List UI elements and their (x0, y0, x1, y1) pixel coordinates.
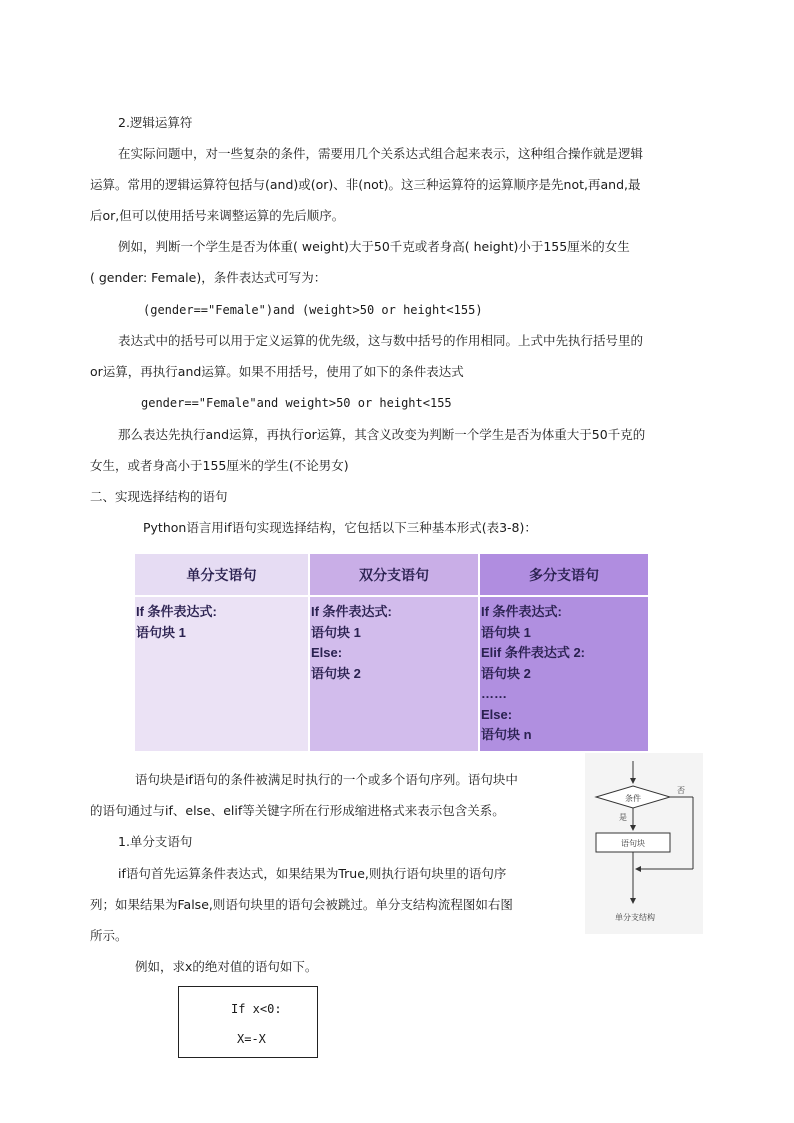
table-cell-line: Else: (481, 706, 513, 722)
table-cell-single (135, 597, 308, 751)
table-header-double: 双分支语句 (310, 554, 478, 595)
logic-operators-heading: 2.逻辑运算符 (118, 115, 193, 130)
if-forms-table (135, 554, 648, 751)
statement-block-label: 语句块 (621, 839, 645, 848)
code-line: (gender=="Female")and (weight>50 or height<155) (143, 303, 483, 317)
table-cell-line: …… (481, 686, 507, 701)
paragraph-line: 的语句通过与if、else、elif等关键字所在行形成缩进格式来表示包含关系。 (90, 803, 505, 818)
flowchart-graphic (585, 753, 703, 934)
single-branch-heading: 1.单分支语句 (118, 834, 193, 849)
paragraph-line: 例如，判断一个学生是否为体重( weight)大于50千克或者身高( height)小于155厘米的女生 (118, 239, 630, 254)
table-header-multi: 多分支语句 (480, 554, 648, 595)
table-header-single: 单分支语句 (135, 554, 308, 595)
table-cell-line: 语句块 1 (136, 624, 186, 640)
paragraph-line: 女生，或者身高小于155厘米的学生(不论男女) (90, 458, 349, 473)
table-cell-line: 语句块 2 (481, 665, 531, 681)
table-cell-line: Elif 条件表达式 2: (481, 645, 586, 660)
table-cell-double (310, 597, 478, 751)
paragraph-line: 后or,但可以使用括号来调整运算的先后顺序。 (90, 208, 345, 223)
table-cell-multi (480, 597, 648, 751)
condition-label: 条件 (625, 794, 641, 803)
code-line: If x<0: (231, 1002, 282, 1016)
paragraph-line: Python语言用if语句实现选择结构，它包括以下三种基本形式(表3-8)： (143, 520, 537, 535)
paragraph-line: or运算，再执行and运算。如果不用括号，使用了如下的条件表达式 (90, 364, 464, 379)
table-cell-line: Else: (311, 645, 343, 660)
table-cell-line: If 条件表达式: (311, 604, 392, 619)
code-line: gender=="Female"and weight>50 or height<155 (141, 396, 452, 410)
table-cell-line: If 条件表达式: (136, 604, 217, 619)
no-label: 否 (677, 786, 685, 795)
flowchart-caption: 单分支结构 (615, 913, 655, 922)
paragraph-line: 例如，求x的绝对值的语句如下。 (135, 959, 318, 974)
table-cell-line: 语句块 1 (311, 624, 361, 640)
paragraph-line: 那么表达先执行and运算，再执行or运算，其含义改变为判断一个学生是否为体重大于50千克的 (118, 427, 646, 442)
table-cell-line: 语句块 2 (311, 665, 361, 681)
table-cell-line: If 条件表达式: (481, 604, 562, 619)
paragraph-line: 表达式中的括号可以用于定义运算的优先级，这与数中括号的作用相同。上式中先执行括号里的 (118, 333, 644, 348)
yes-label: 是 (619, 813, 627, 822)
paragraph-line: 运算。常用的逻辑运算符包括与(and)或(or)、非(not)。这三种运算符的运算顺序是先not,再and,最 (90, 177, 641, 192)
table-cell-line: 语句块 n (481, 727, 532, 742)
table-cell-line: 语句块 1 (481, 624, 531, 640)
single-branch-flowchart (585, 753, 703, 934)
paragraph-line: 语句块是if语句的条件被满足时执行的一个或多个语句序列。语句块中 (135, 772, 518, 787)
abs-code-box (178, 986, 318, 1058)
paragraph-line: ( gender: Female)，条件表达式可写为： (90, 270, 327, 285)
code-line: X=-X (237, 1032, 266, 1046)
section-heading: 二、实现选择结构的语句 (90, 489, 228, 504)
paragraph-line: 在实际问题中，对一些复杂的条件，需要用几个关系达式组合起来表示，这种组合操作就是逻辑 (118, 146, 644, 161)
paragraph-line: 所示。 (90, 928, 128, 943)
paragraph-line: 列；如果结果为False,则语句块里的语句会被跳过。单分支结构流程图如右图 (90, 897, 513, 912)
paragraph-line: if语句首先运算条件表达式，如果结果为True,则执行语句块里的语句序 (118, 866, 507, 881)
